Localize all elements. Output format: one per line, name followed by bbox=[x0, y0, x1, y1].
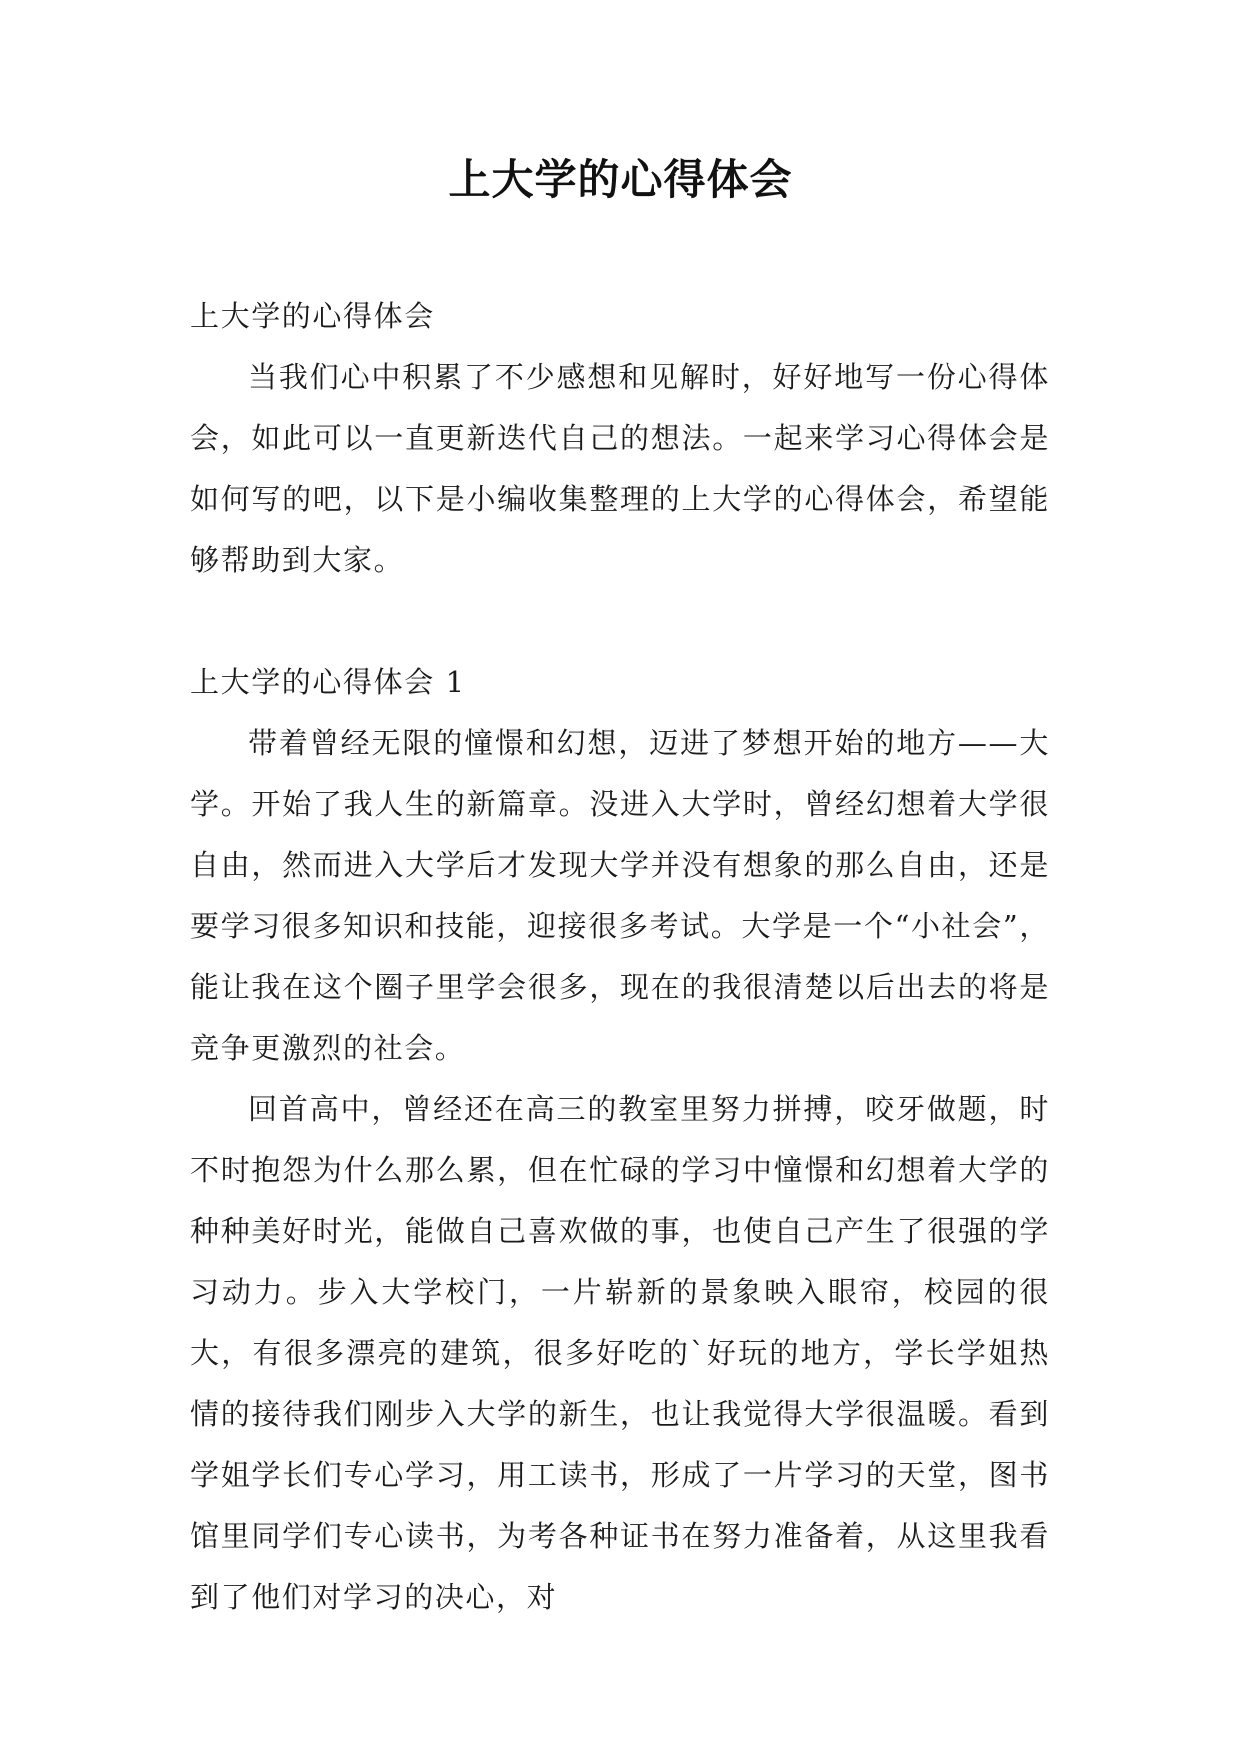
document-title: 上大学的心得体会 bbox=[448, 155, 793, 204]
document-body bbox=[190, 286, 1050, 1628]
section-heading: 上大学的心得体会 1 bbox=[190, 665, 466, 699]
intro-heading: 上大学的心得体会 bbox=[190, 299, 435, 333]
intro-paragraph: 当我们心中积累了不少感想和见解时，好好地写一份心得体会，如此可以一直更新迭代自己的想法。一起来学习心得体会是如何写的吧，以下是小编收集整理的上大学的心得体会，希望能够帮助到大家。 bbox=[190, 360, 1050, 577]
body-paragraph: 回首高中，曾经还在高三的教室里努力拼搏，咬牙做题，时不时抱怨为什么那么累，但在忙碌的学习中憧憬和幻想着大学的种种美好时光，能做自己喜欢做的事，也使自己产生了很强的学习动力。步入大学校门，一片崭新的景象映入眼帘，校园的很大，有很多漂亮的建筑，很多好吃的`好玩的地方，学长学姐热情的接待我们刚步入大学的新生，也让我觉得大学很温暖。看到学姐学长们专心学习，用工读书，形成了一片学习的天堂，图书馆里同学们专心读书，为考各种证书在努力准备着，从这里我看到了他们对学习的决心，对 bbox=[190, 1092, 1050, 1614]
body-paragraph: 带着曾经无限的憧憬和幻想，迈进了梦想开始的地方——大学。开始了我人生的新篇章。没进入大学时，曾经幻想着大学很自由，然而进入大学后才发现大学并没有想象的那么自由，还是要学习很多知识和技能，迎接很多考试。大学是一个“小社会”，能让我在这个圈子里学会很多，现在的我很清楚以后出去的将是竞争更激烈的社会。 bbox=[190, 726, 1050, 1065]
section-spacer bbox=[190, 591, 1050, 652]
